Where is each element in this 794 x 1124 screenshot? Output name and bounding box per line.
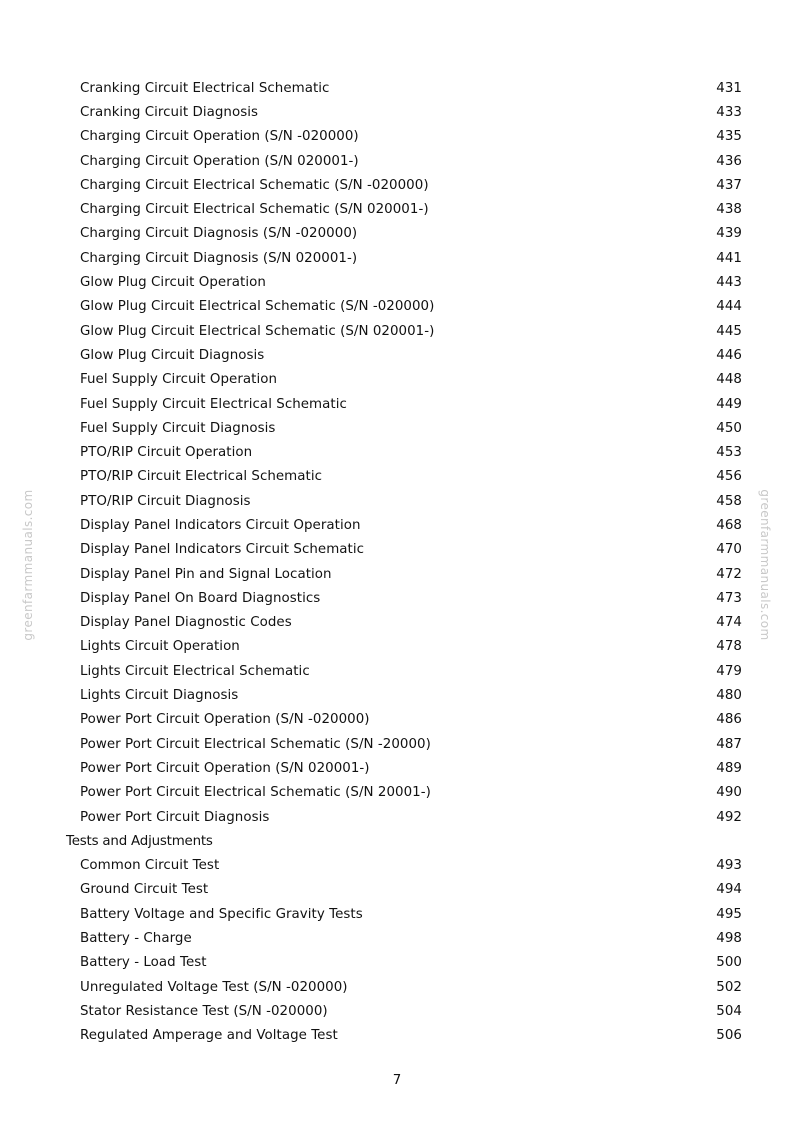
toc-entry[interactable] — [66, 76, 746, 100]
toc-entry[interactable] — [66, 246, 746, 270]
toc-entry-title: Cranking Circuit Diagnosis — [80, 104, 259, 120]
toc-entry-title: Fuel Supply Circuit Diagnosis — [80, 420, 276, 436]
toc-entry-title: Glow Plug Circuit Diagnosis — [80, 347, 265, 363]
toc-entry-title: Common Circuit Test — [80, 858, 220, 874]
toc-entry-title: Power Port Circuit Diagnosis — [80, 809, 270, 825]
toc-entry-title: Display Panel Pin and Signal Location — [80, 566, 332, 582]
toc-entry-page: 444 — [716, 299, 742, 315]
toc-entry-title: Charging Circuit Electrical Schematic (S/N -020000) — [80, 177, 429, 193]
toc-section-heading[interactable] — [66, 829, 746, 853]
toc-entry-page: 446 — [716, 347, 742, 363]
toc-entry[interactable] — [66, 270, 746, 294]
toc-section-entries — [66, 854, 746, 1048]
toc-entry[interactable] — [66, 368, 746, 392]
toc-entry-title: Fuel Supply Circuit Electrical Schematic — [80, 396, 347, 412]
toc-entry[interactable] — [66, 902, 746, 926]
toc-entry-title: Glow Plug Circuit Electrical Schematic (S/N -020000) — [80, 299, 435, 315]
toc-entry[interactable] — [66, 926, 746, 950]
toc-entry-page: 473 — [716, 590, 742, 606]
toc-entry-page: 436 — [716, 153, 742, 169]
toc-entry-page: 500 — [716, 955, 742, 971]
toc-entry-page: 502 — [716, 979, 742, 995]
toc-entry-page: 443 — [716, 275, 742, 291]
toc-entry-title: Charging Circuit Diagnosis (S/N -020000) — [80, 226, 358, 242]
toc-entry[interactable] — [66, 611, 746, 635]
toc-entry-page: 486 — [716, 712, 742, 728]
toc-entry-title: PTO/RIP Circuit Electrical Schematic — [80, 469, 323, 485]
toc-entry-page: 456 — [716, 469, 742, 485]
toc-entry[interactable] — [66, 951, 746, 975]
toc-entry-title: Display Panel Indicators Circuit Operation — [80, 517, 361, 533]
toc-entry-title: Regulated Amperage and Voltage Test — [80, 1028, 338, 1044]
toc-entry-page: 445 — [716, 323, 742, 339]
toc-entry-title: Display Panel Diagnostic Codes — [80, 615, 292, 631]
toc-entry-title: Battery Voltage and Specific Gravity Tests — [80, 906, 363, 922]
toc-entry-title: Power Port Circuit Operation (S/N -020000) — [80, 712, 370, 728]
watermark-left: greenfarmmanuals.com — [21, 489, 35, 641]
toc-entry-page: 449 — [716, 396, 742, 412]
toc-entry[interactable] — [66, 489, 746, 513]
toc-entry[interactable] — [66, 222, 746, 246]
toc-entry-title: Charging Circuit Operation (S/N -020000) — [80, 129, 359, 145]
toc-entry-page: 431 — [716, 80, 742, 96]
toc-entry-page: 480 — [716, 688, 742, 704]
toc-entry[interactable] — [66, 975, 746, 999]
toc-entry[interactable] — [66, 1024, 746, 1048]
toc-entry-page: 437 — [716, 177, 742, 193]
toc-entry-title: Fuel Supply Circuit Operation — [80, 372, 278, 388]
toc-entry[interactable] — [66, 197, 746, 221]
toc-entry[interactable] — [66, 878, 746, 902]
toc-entry[interactable] — [66, 319, 746, 343]
toc-entry-page: 504 — [716, 1003, 742, 1019]
toc-entry-title: Glow Plug Circuit Electrical Schematic (S/N 020001-) — [80, 323, 435, 339]
toc-entry-page: 441 — [716, 250, 742, 266]
toc-entry-title: Ground Circuit Test — [80, 882, 209, 898]
toc-entry[interactable] — [66, 538, 746, 562]
toc-entry[interactable] — [66, 100, 746, 124]
toc-entry[interactable] — [66, 513, 746, 537]
toc-entry[interactable] — [66, 586, 746, 610]
toc-entry-title: Stator Resistance Test (S/N -020000) — [80, 1003, 328, 1019]
toc-entry-title: Power Port Circuit Electrical Schematic (S/N -20000) — [80, 736, 431, 752]
toc-entry-title: Lights Circuit Diagnosis — [80, 688, 239, 704]
toc-entry-title: Charging Circuit Electrical Schematic (S/N 020001-) — [80, 202, 429, 218]
toc-entry[interactable] — [66, 343, 746, 367]
toc-entry-page: 433 — [716, 104, 742, 120]
toc-entries — [66, 76, 746, 829]
toc-entry[interactable] — [66, 708, 746, 732]
toc-entry[interactable] — [66, 683, 746, 707]
page-number: 7 — [392, 1073, 402, 1088]
toc-entry-page: 478 — [716, 639, 742, 655]
toc-entry-page: 453 — [716, 445, 742, 461]
section-title: Tests and Adjustments — [66, 833, 213, 849]
toc-entry-title: Unregulated Voltage Test (S/N -020000) — [80, 979, 348, 995]
toc-entry-title: Lights Circuit Operation — [80, 639, 240, 655]
toc-entry-page: 506 — [716, 1028, 742, 1044]
toc-entry-page: 438 — [716, 202, 742, 218]
toc-entry-title: Glow Plug Circuit Operation — [80, 275, 266, 291]
toc-entry-title: Cranking Circuit Electrical Schematic — [80, 80, 330, 96]
toc-entry[interactable] — [66, 999, 746, 1023]
toc-entry-page: 458 — [716, 493, 742, 509]
toc-entry[interactable] — [66, 854, 746, 878]
toc-entry-page: 450 — [716, 420, 742, 436]
toc-entry-title: Charging Circuit Diagnosis (S/N 020001-) — [80, 250, 358, 266]
toc-entry-page: 470 — [716, 542, 742, 558]
toc-entry-title: PTO/RIP Circuit Operation — [80, 445, 253, 461]
toc-entry-page: 448 — [716, 372, 742, 388]
toc-entry[interactable] — [66, 392, 746, 416]
toc-entry-page: 439 — [716, 226, 742, 242]
toc-entry-page: 479 — [716, 663, 742, 679]
watermark-right: greenfarmmanuals.com — [758, 489, 772, 641]
toc-entry-title: PTO/RIP Circuit Diagnosis — [80, 493, 251, 509]
toc-entry-page: 492 — [716, 809, 742, 825]
toc-entry-page: 494 — [716, 882, 742, 898]
toc-entry-title: Battery - Load Test — [80, 955, 207, 971]
toc-entry[interactable] — [66, 805, 746, 829]
toc-entry-title: Charging Circuit Operation (S/N 020001-) — [80, 153, 359, 169]
toc-entry[interactable] — [66, 732, 746, 756]
toc-entry[interactable] — [66, 635, 746, 659]
toc-entry[interactable] — [66, 756, 746, 780]
toc-entry-page: 468 — [716, 517, 742, 533]
toc-entry-title: Power Port Circuit Operation (S/N 020001-) — [80, 760, 370, 776]
toc-entry[interactable] — [66, 295, 746, 319]
toc-entry-page: 495 — [716, 906, 742, 922]
toc-entry-page: 490 — [716, 785, 742, 801]
toc-entry[interactable] — [66, 562, 746, 586]
table-of-contents — [66, 76, 746, 1048]
toc-entry-page: 498 — [716, 931, 742, 947]
toc-entry-title: Power Port Circuit Electrical Schematic (S/N 20001-) — [80, 785, 431, 801]
toc-entry[interactable] — [66, 781, 746, 805]
toc-entry-page: 474 — [716, 615, 742, 631]
toc-entry-page: 493 — [716, 858, 742, 874]
toc-entry[interactable] — [66, 465, 746, 489]
toc-entry[interactable] — [66, 173, 746, 197]
toc-entry[interactable] — [66, 149, 746, 173]
toc-entry-page: 435 — [716, 129, 742, 145]
toc-entry[interactable] — [66, 416, 746, 440]
toc-entry-title: Lights Circuit Electrical Schematic — [80, 663, 310, 679]
toc-entry[interactable] — [66, 659, 746, 683]
toc-entry-page: 489 — [716, 760, 742, 776]
toc-entry[interactable] — [66, 440, 746, 464]
toc-entry-title: Display Panel Indicators Circuit Schematic — [80, 542, 365, 558]
toc-entry-page: 487 — [716, 736, 742, 752]
toc-entry-page: 472 — [716, 566, 742, 582]
toc-entry[interactable] — [66, 125, 746, 149]
toc-entry-title: Display Panel On Board Diagnostics — [80, 590, 321, 606]
toc-entry-title: Battery - Charge — [80, 931, 192, 947]
